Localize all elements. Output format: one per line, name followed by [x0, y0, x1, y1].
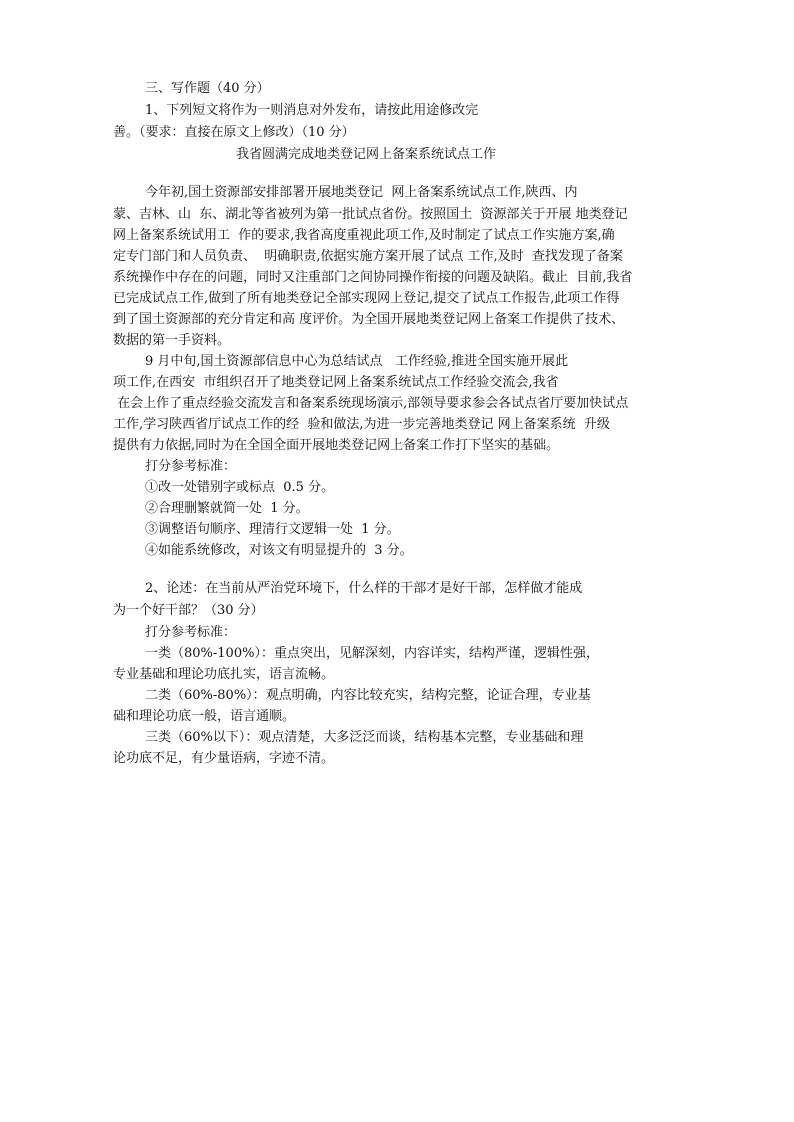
- p1-line-2: 蒙、吉林、山 东、湖北等省被列为第一批试点省份。按照国土 资源部关于开展 地类登记: [113, 207, 628, 222]
- q1-criterion-1: ①改一处错别字或标点 0.5 分。: [145, 480, 335, 495]
- q1-prompt-line-1: 1、下列短文将作为一则消息对外发布，请按此用途修改完: [145, 103, 479, 118]
- q2-class2-line-1: 二类（60%-80%）：观点明确，内容比较充实，结构完整，论证合理，专业基: [145, 688, 591, 703]
- article-title: 我省圆满完成地类登记网上备案系统试点工作: [236, 147, 497, 162]
- q2-scoring-heading: 打分参考标准：: [145, 625, 237, 640]
- q1-scoring-heading: 打分参考标准：: [145, 459, 237, 474]
- p1-line-6: 已完成试点工作,做到了所有地类登记全部实现网上登记,提交了试点工作报告,此项工作得: [113, 291, 620, 306]
- p1-line-7: 到了国土资源部的充分肯定和高 度评价。为全国开展地类登记网上备案工作提供了技术、: [113, 312, 625, 327]
- p2-line-5: 提供有力依据,同时为在全国全面开展地类登记网上备案工作打下坚实的基础。: [113, 438, 560, 453]
- q2-prompt-line-2: 为一个好干部？（30 分）: [113, 603, 264, 618]
- p1-line-5: 系统操作中存在的问题，同时又注重部门之间协同操作衔接的问题及缺陷。截止 目前,我省: [113, 270, 633, 285]
- q1-criterion-4: ④如能系统修改，对该文有明显提升的 3 分。: [145, 543, 413, 558]
- section-heading: 三、写作题（40 分）: [145, 81, 270, 96]
- p2-line-3: 在会上作了重点经验交流发言和备案系统现场演示,部领导要求参会各试点省厅要加快试点: [113, 396, 629, 411]
- q1-criterion-2: ②合理删繁就简一处 1 分。: [145, 501, 309, 516]
- p1-line-3: 网上备案系统试用工 作的要求,我省高度重视此项工作,及时制定了试点工作实施方案,确: [113, 228, 615, 243]
- q2-class3-line-2: 论功底不足，有少量语病，字迹不清。: [113, 751, 335, 766]
- q1-criterion-3: ③调整语句顺序、理清行文逻辑一处 1 分。: [145, 522, 400, 537]
- q2-class2-line-2: 础和理论功底一般，语言通顺。: [113, 709, 296, 724]
- p1-line-8: 数据的第一手资料。: [113, 333, 231, 348]
- q2-class1-line-1: 一类（80%-100%）：重点突出，见解深刻，内容详实，结构严谨，逻辑性强，: [145, 646, 599, 661]
- p2-line-4: 工作,学习陕西省厅试点工作的经 验和做法,为进一步完善地类登记 网上备案系统 升级: [113, 417, 610, 432]
- p1-line-1: 今年初,国土资源部安排部署开展地类登记 网上备案系统试点工作,陕西、内: [145, 185, 578, 200]
- q1-prompt-line-2: 善。（要求：直接在原文上修改）（10 分）: [113, 125, 355, 140]
- q2-prompt-line-1: 2、论述：在当前从严治党环境下，什么样的干部才是好干部，怎样做才能成: [145, 581, 583, 596]
- q2-class3-line-1: 三类（60%以下）：观点清楚，大多泛泛而谈，结构基本完整，专业基础和理: [145, 730, 584, 745]
- p1-line-4: 定专门部门和人员负责、 明确职责,依据实施方案开展了试点 工作,及时 查找发现了备案: [113, 249, 623, 264]
- p2-line-2: 项工作,在西安 市组织召开了地类登记网上备案系统试点工作经验交流会,我省: [113, 375, 559, 390]
- q2-class1-line-2: 专业基础和理论功底扎实，语言流畅。: [113, 667, 335, 682]
- p2-line-1: 9 月中旬,国土资源部信息中心为总结试点 工作经验,推进全国实施开展此: [145, 354, 569, 369]
